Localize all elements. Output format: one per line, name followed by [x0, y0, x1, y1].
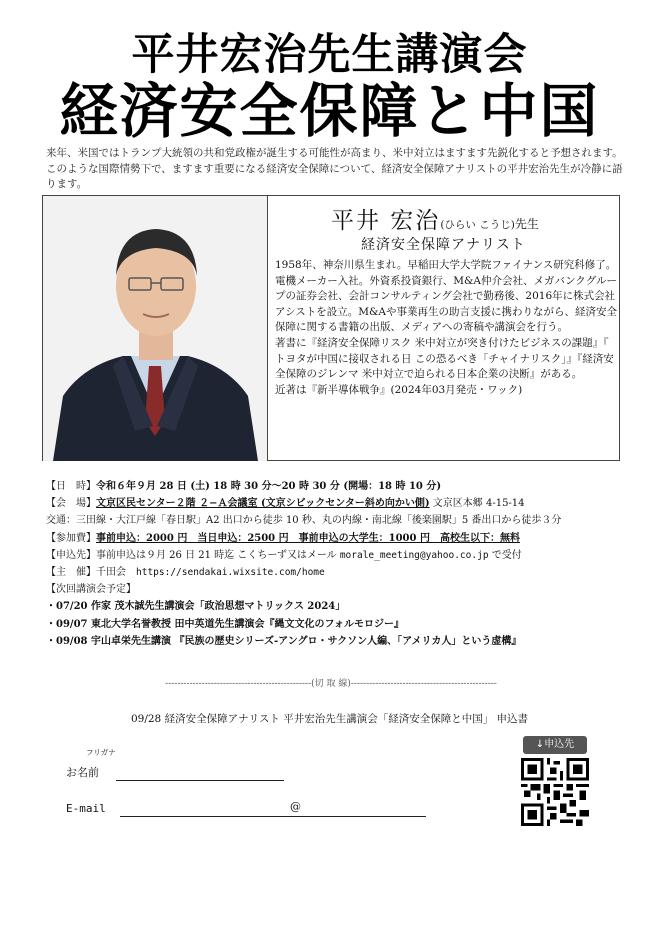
venue-address: 文京区本郷 4-15-14	[429, 498, 525, 510]
host-url-link[interactable]: https://sendakai.wixsite.com/home	[136, 567, 325, 579]
next-event-item: ・09/08 宇山卓栄先生講演 『民族の歴史シリーズ-アングロ・サクソン人編、「アメリカ人」という虚構』	[46, 635, 522, 647]
email-field[interactable]	[120, 816, 426, 817]
speaker-bio-area	[271, 196, 617, 460]
name-label: お名前	[66, 766, 99, 779]
apply-badge: ↓申込先	[523, 736, 587, 754]
intro-text: 来年、米国ではトランプ大統領の共和党政権が誕生する可能性が高まり、米中対立はますます先鋭化すると予想されます。このような国際情勢下で、ますます重要になる経済安全保障について、経済安全保障アナリストの平井宏治先生が冷静に語ります。	[46, 147, 623, 190]
speaker-name-reading: (ひらい こうじ)	[440, 219, 515, 231]
venue-label: 【会 場】	[46, 498, 96, 510]
apply-row	[46, 547, 646, 564]
apply-value: 事前申込は９月 26 日 21 時迄 こくちーず又はメール	[96, 549, 340, 561]
furigana-label: フリガナ	[86, 748, 116, 757]
date-row	[46, 478, 646, 495]
host-value: 千田会	[96, 567, 136, 579]
email-label: E-mail	[66, 802, 106, 815]
date-value: 令和６年９月 28 日 (土) 18 時 30 分〜20 時 30 分 (開場：18 時 10 分)	[96, 481, 442, 492]
speaker-photo	[43, 196, 268, 461]
speaker-portrait-icon	[43, 196, 268, 461]
name-field[interactable]	[116, 780, 284, 781]
date-label: 【日 時】	[46, 481, 96, 492]
speaker-bio: 1958年、神奈川県生まれ。早稲田大学大学院ファイナンス研究科修了。電機メーカー入社。外資系投資銀行、M&A仲介会社、メガバンクグループの証券会社、会計コンサルティング会社で勤務後、2016年に株式会社アシストを設立。M&Aや事業再生の助言支援に携わりながら、経済安全保障に関する書籍の出版、メディアへの寄稿や講演会を行う。 著書に『経済安全保障リスク 米中対立が突き付けたビジネスの課題』『 トヨタが中国に接収される日 この恐るべき「チャイナリスク」』『経済安全保障のジレンマ 米中対立で迫られる日本企業の決断』がある。 近著は『新半導体戦争』(2024年03月発売・ワック)	[275, 259, 617, 396]
host-row	[46, 564, 646, 581]
apply-suffix: で受付	[488, 549, 522, 561]
speaker-profile	[42, 195, 620, 461]
next-events-header: 【次回講演会予定】	[46, 584, 136, 596]
speaker-name: 平井 宏治	[331, 208, 441, 234]
next-event-item: ・07/20 作家 茂木誠先生講演会「政治思想マトリックス 2024」	[46, 601, 346, 613]
host-label: 【主 催】	[46, 567, 96, 579]
cut-line: ------------------------------------------------(切 取 線)------------------------------------------------	[165, 679, 497, 689]
speaker-name-line	[331, 202, 539, 235]
next-event-item: ・09/07 東北大学名誉教授 田中英道先生講演会『縄文文化のフォルモロジー』	[46, 618, 404, 630]
event-details	[46, 478, 646, 650]
qr-code-icon[interactable]	[521, 758, 589, 826]
apply-label: 【申込先】	[46, 549, 96, 561]
fee-label: 【参加費】	[46, 532, 96, 544]
application-form-title: 09/28 経済安全保障アナリスト 平井宏治先生講演会「経済安全保障と中国」 申込書	[130, 713, 529, 725]
speaker-role: 経済安全保障アナリスト	[361, 237, 526, 253]
speaker-honorific: 先生	[514, 217, 539, 231]
title-line-2: 経済安全保障と中国	[59, 77, 600, 145]
access-row: 交通：三田線・大江戸線「春日駅」A2 出口から徒歩 10 秒、丸の内線・南北線「後楽園駅」5 番出口から徒歩３分	[46, 515, 562, 527]
title-line-1: 平井宏治先生講演会	[131, 30, 528, 80]
email-at-sign: @	[290, 800, 301, 813]
fee-value: 事前申込：2000 円 当日申込：2500 円 事前申込の大学生：1000 円 高校生以下：無料	[96, 532, 520, 544]
venue-value: 文京区民センター２階 ２−Ａ会議室 (文京シビックセンター斜め向かい側)	[96, 498, 430, 510]
fee-row	[46, 530, 646, 547]
venue-row	[46, 495, 646, 512]
apply-email-link[interactable]: morale_meeting@yahoo.co.jp	[339, 549, 489, 561]
